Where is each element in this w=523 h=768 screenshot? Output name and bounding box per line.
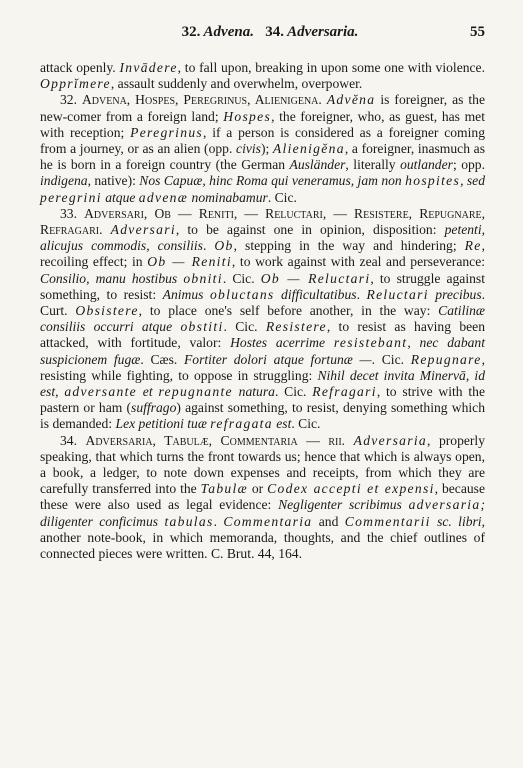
latin-term: Ob — Reluctari <box>260 270 371 286</box>
latin-term: tabulas <box>164 513 214 529</box>
text-run: , the foreigner, who, as guest, has met with reception; <box>40 108 485 140</box>
text-run: . Cic. <box>291 416 321 432</box>
latin-term: Advĕna <box>326 92 376 108</box>
latin-term: Commentaria <box>223 513 313 529</box>
latin-term: civis <box>236 141 261 157</box>
text-run: . Cic. <box>274 384 313 400</box>
latin-term: Lex petitioni tuæ <box>115 416 211 432</box>
latin-term: Ausländer <box>289 157 346 173</box>
text-run: . Cic. <box>223 319 266 335</box>
latin-term: Codex accepti et expensi <box>267 481 435 497</box>
latin-term: refragata <box>210 416 273 432</box>
head-right-word: Adversaria. <box>287 24 359 40</box>
latin-term: Nos Capuæ, hinc Roma qui veneramus, jam non <box>139 173 406 189</box>
latin-term: difficultatibus <box>274 286 357 302</box>
text-run: , stepping in the way and hindering; <box>233 238 465 254</box>
synonym-entry <box>40 92 485 205</box>
text-run: is foreigner, as the new-comer from a foreign land; <box>40 92 486 124</box>
latin-term: Negligenter scribimus <box>278 497 409 513</box>
head-left-word: Advena. <box>203 24 254 40</box>
text-run: , to strive with the pastern or ham ( <box>40 384 486 416</box>
head-right-num: 34. <box>265 24 284 40</box>
text-run: , to fall upon, breaking in upon some one with violence. <box>177 60 485 75</box>
entry-headwords: Advena, Hospes, Peregrinus, Alienigena. <box>81 92 322 108</box>
latin-term: Hospes <box>223 108 272 124</box>
text-run: , recoiling effect; in <box>40 238 485 270</box>
running-head <box>40 24 485 46</box>
text-run: . <box>213 513 224 529</box>
latin-term: Commentarii <box>344 513 431 529</box>
text-run: . Cic. <box>222 270 261 286</box>
latin-term: precibus <box>428 286 482 302</box>
latin-term: Animus <box>162 286 210 302</box>
latin-term: Ob <box>214 238 234 254</box>
latin-term: Refragari <box>312 384 377 400</box>
text-run: , another note-book, in which memoranda, thoughts, and the chief outlines of connected pieces were written. C. Brut. 44, 164. <box>40 513 485 562</box>
body-text <box>40 60 485 562</box>
latin-term: adversaria <box>408 497 481 513</box>
text-run: ) against something, to resist, denying something which is demanded: <box>40 400 485 432</box>
latin-term: Opprĭmere <box>40 76 111 92</box>
text-run: , literally <box>345 157 401 173</box>
running-head-title <box>70 24 470 41</box>
latin-term: Fortiter dolori atque fortunæ — <box>183 351 372 367</box>
text-run: or <box>247 481 268 497</box>
latin-term: Peregrinus <box>130 124 204 140</box>
head-left-num: 32. <box>181 24 201 40</box>
latin-term: nominabamur <box>188 189 268 205</box>
latin-term: Tabulæ <box>200 481 248 497</box>
text-run: ; opp. <box>452 157 485 173</box>
latin-term: Hostes acerrime <box>230 335 334 351</box>
text-run <box>102 222 110 237</box>
latin-term: peregrini <box>40 189 102 205</box>
text-run: , properly speaking, that which turns the front towards us; hence that which is always open, a book, a ledger, to note down expenses and receipts, from which they are carefully transferred into the <box>40 432 485 497</box>
latin-term: Catilinæ consiliis occurri atque <box>40 303 485 335</box>
text-run: , to be against one in opinion, disposition: <box>175 222 445 238</box>
text-run: 32. <box>60 92 82 108</box>
latin-term: Re <box>464 238 482 254</box>
text-run: ); <box>260 141 273 157</box>
latin-term: , nec dabant suspicionem fugæ <box>40 335 486 367</box>
latin-term: , sed <box>460 173 486 189</box>
latin-term: petenti, alicujus commodis, consiliis <box>40 222 485 254</box>
text-run: and <box>312 513 345 529</box>
text-run: . <box>202 238 215 254</box>
page-number: 55 <box>470 24 485 40</box>
entry-headwords: Adversari, Ob — Reniti, — Reluctari, — Resistere, Repugnare, Refragari. <box>40 205 485 238</box>
text-run: , to work against with zeal and perseverance: <box>231 254 486 270</box>
text-run: . Cæs. <box>140 351 184 367</box>
latin-term: ; diligenter conficimus <box>40 497 485 529</box>
continued-paragraph <box>40 60 485 92</box>
latin-term: natura <box>232 384 275 400</box>
latin-term: est <box>272 416 292 432</box>
entry-headwords: Adversaria, Tabulæ, Commentaria — rii. <box>85 432 346 448</box>
latin-term: Invādere <box>119 60 178 75</box>
latin-term: indigena <box>40 173 88 189</box>
synonym-entry <box>40 433 485 563</box>
latin-term: Consilio, manu hostibus <box>40 270 184 286</box>
text-run: , resisting while fighting, to oppose in struggling: <box>40 351 485 383</box>
text-run: , if a person is considered as a foreigner coming from a journey, or as an alien (opp. <box>40 124 485 157</box>
latin-term: repugnante <box>158 384 233 400</box>
latin-term: Adversari <box>110 222 176 238</box>
text-run: 34. <box>60 432 86 448</box>
text-run: . Curt. <box>40 286 486 319</box>
latin-term: Obsistere <box>75 303 139 319</box>
text-run: , to resist as having been attacked, with fortitude, valor: <box>40 319 485 351</box>
latin-term: Resistere <box>265 319 327 335</box>
latin-term: et <box>136 384 159 400</box>
text-run: , because these were also used as legal evidence: <box>40 481 485 513</box>
latin-term: Repugnare <box>410 351 482 367</box>
text-run: attack openly. <box>40 60 120 75</box>
latin-term: obstiti <box>180 319 224 335</box>
text-run: , assault suddenly and overwhelm, overpower. <box>110 76 363 92</box>
latin-term: Reluctari <box>366 286 429 302</box>
latin-term: obniti <box>183 270 223 286</box>
latin-term: atque <box>101 189 139 205</box>
latin-term: suffrago <box>131 400 177 416</box>
text-run: , to place one's self before another, in the way: <box>138 303 439 319</box>
latin-term: Ob — Reniti <box>147 254 232 270</box>
text-run <box>345 433 354 448</box>
latin-term: Alienigĕna <box>272 141 345 157</box>
text-run: , native): <box>87 173 140 189</box>
text-run: 33. <box>60 205 85 221</box>
text-run: . <box>356 286 367 302</box>
latin-term: Nihil decet invita Minervā, id est, <box>40 367 485 400</box>
latin-term: obluctans <box>209 286 275 302</box>
text-run: . Cic. <box>371 351 411 367</box>
latin-term: hospites <box>405 173 461 189</box>
latin-term: advenæ <box>138 189 189 205</box>
synonym-entry <box>40 206 485 433</box>
text-run: , to struggle against something, to resist: <box>40 270 485 302</box>
latin-term: sc. libri <box>437 513 482 529</box>
latin-term: resistebant <box>333 335 408 351</box>
latin-term: adversante <box>64 384 137 400</box>
latin-term: Adversaria <box>353 432 428 448</box>
text-run: . Cic. <box>267 189 297 205</box>
latin-term: outlander <box>400 157 453 173</box>
text-run: , a foreigner, inasmuch as he is born in a foreign country (the German <box>40 141 485 173</box>
